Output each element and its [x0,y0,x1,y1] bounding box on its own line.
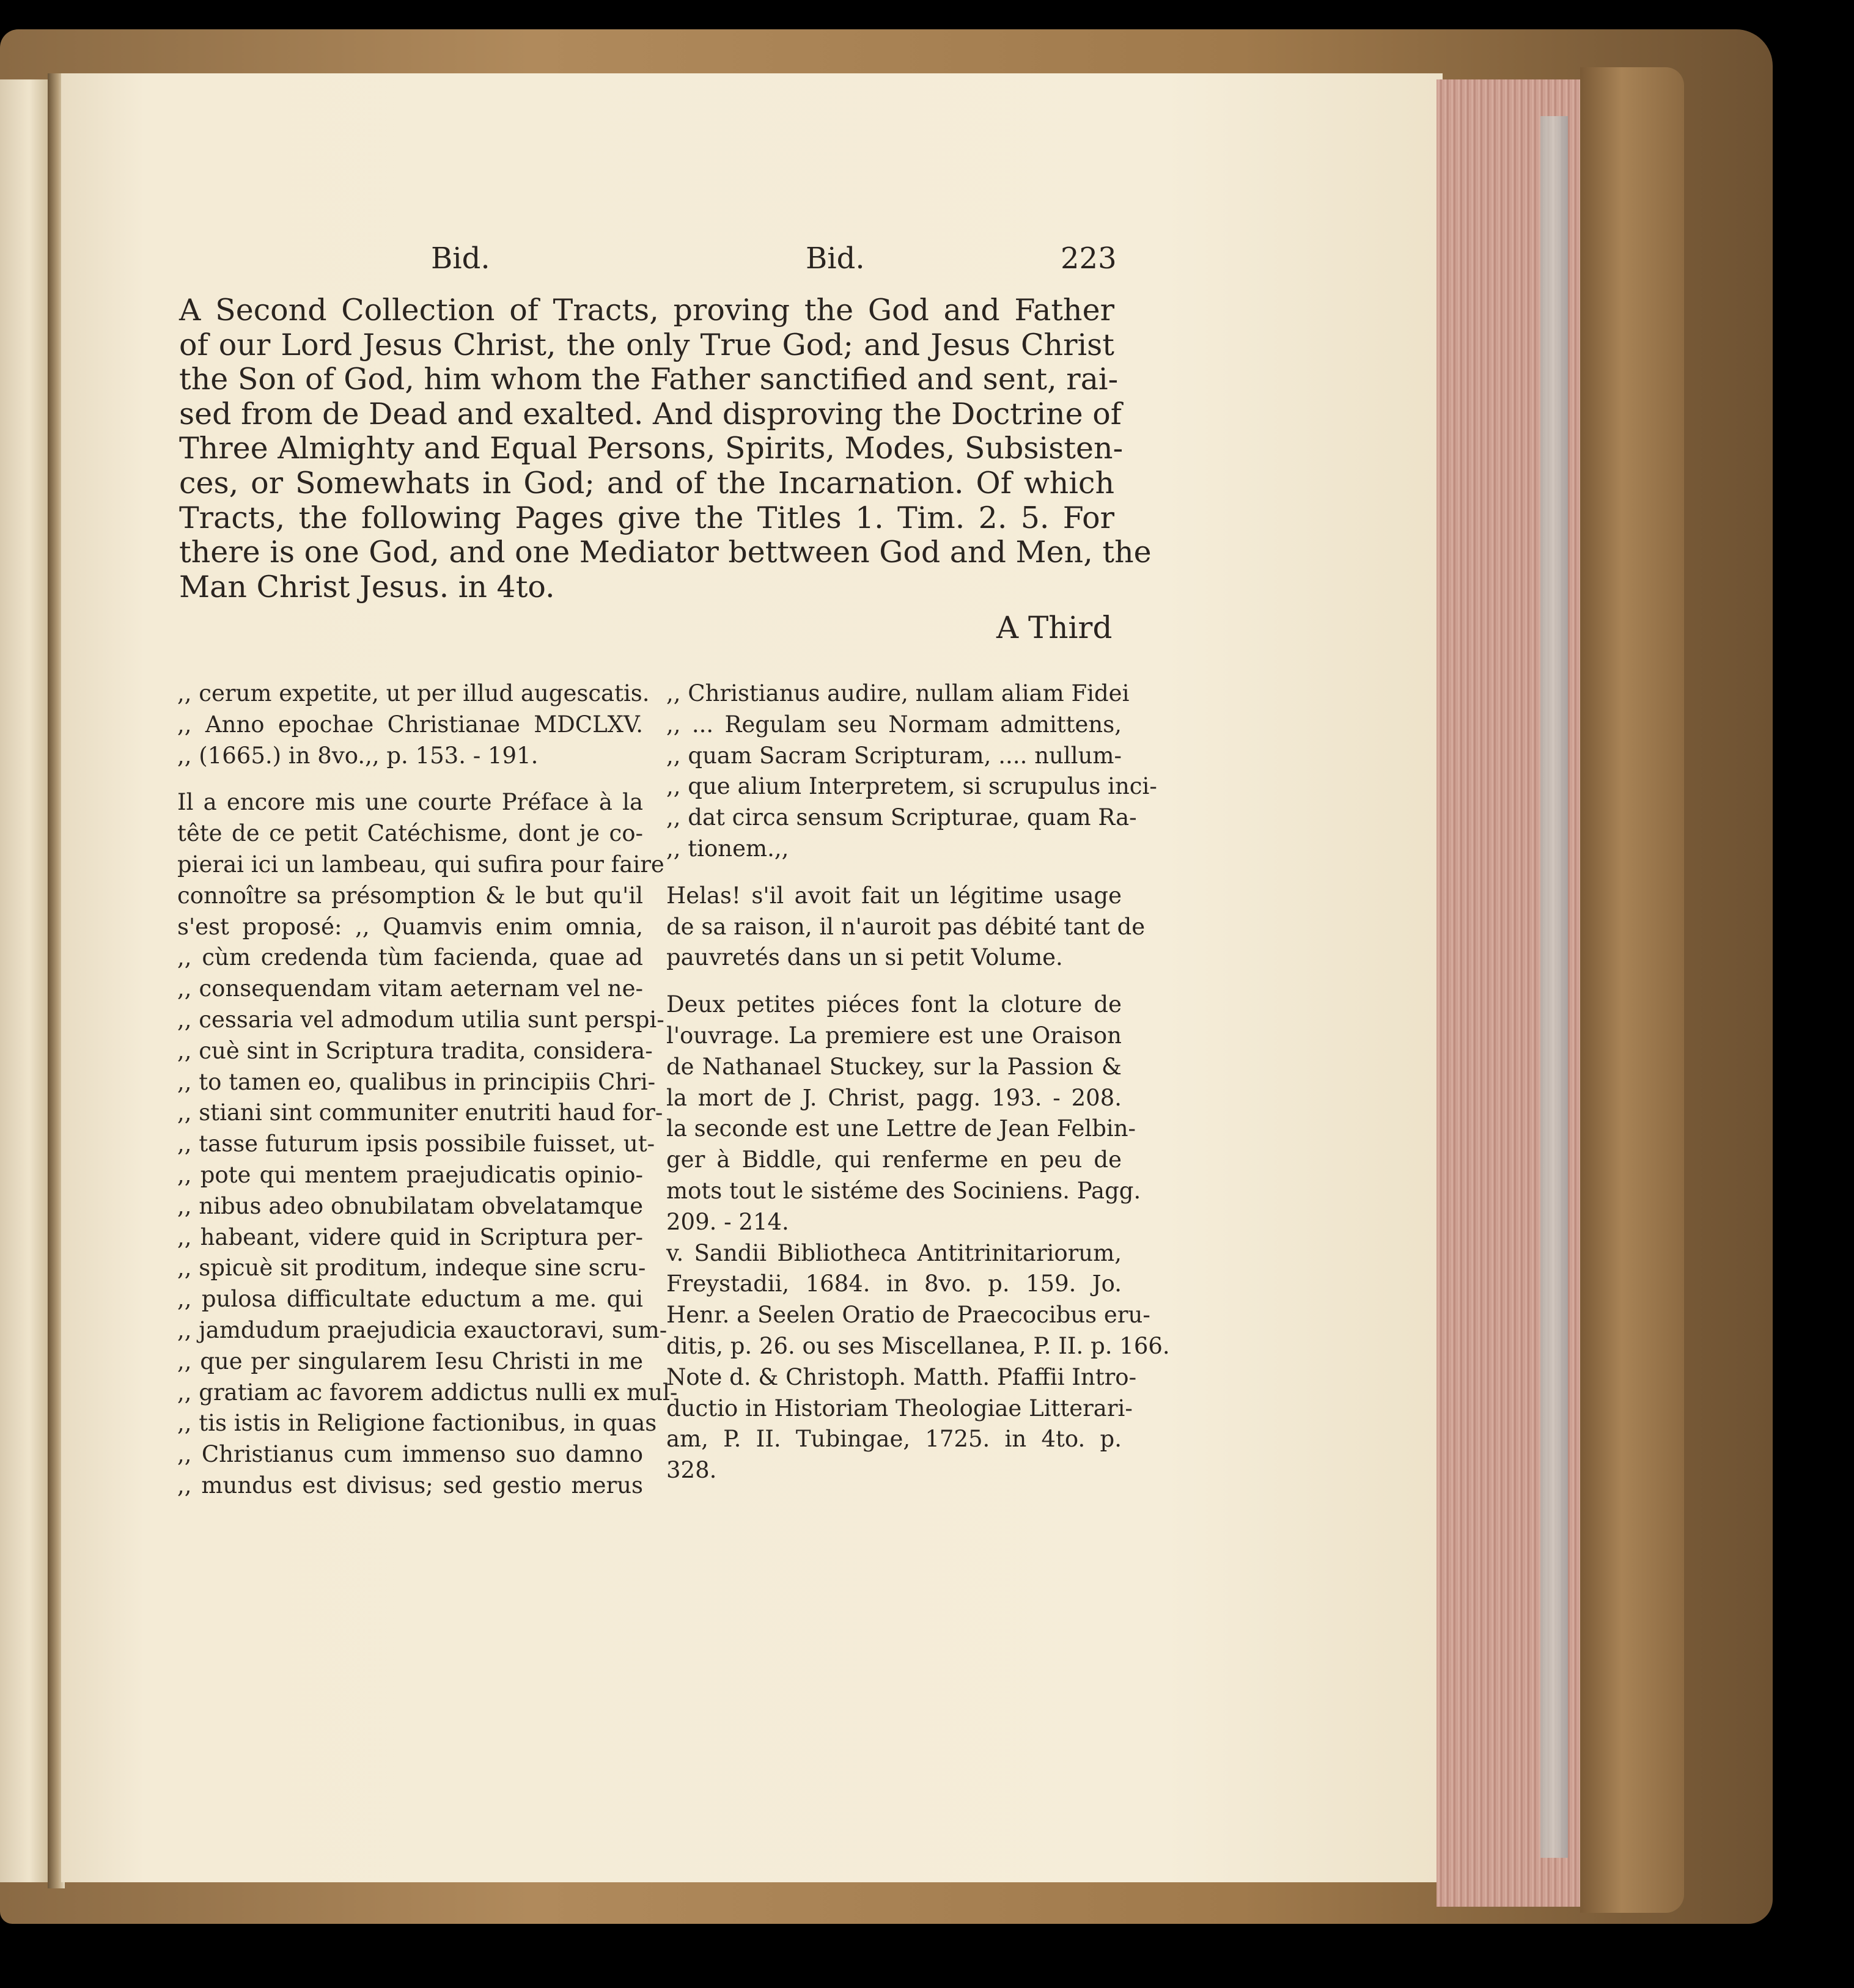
text-line: ,, gratiam ac favorem addictus nulli ex mul- [177,1379,678,1406]
text-line: la mort de J. Christ, pagg. 193. - 208. [666,1084,1122,1111]
intro-line: Three Almighty and Equal Persons, Spirits, Modes, Subsisten- [179,431,1124,466]
text-line: ,, quam Sacram Scripturam, .... nullum- [666,742,1122,769]
text-line: ,, Christianus audire, nullam aliam Fidei [666,680,1130,706]
text-line: ,, pote qui mentem praejudicatis opinio- [177,1161,643,1188]
intro-line: Man Christ Jesus. in 4to. [179,569,555,604]
text-line: 328. [666,1457,717,1484]
text-line: ductio in Historiam Theologiae Litterari- [666,1395,1133,1421]
intro-line: ces, or Somewhats in God; and of the Incarnation. Of which [179,465,1114,501]
text-line: la seconde est une Lettre de Jean Felbin- [666,1115,1136,1142]
text-line: ger à Biddle, qui renferme en peu de [666,1146,1122,1173]
text-line: ,, cuè sint in Scriptura tradita, considera- [177,1037,653,1064]
text-line: de sa raison, il n'auroit pas débité tant de [666,913,1146,940]
text-line: ,, nibus adeo obnubilatam obvelatamque [177,1192,643,1219]
intro-line: the Son of God, him whom the Father sanctified and sent, rai- [179,362,1119,397]
page-number: 223 [1061,241,1117,276]
text-line: ,, tasse futurum ipsis possibile fuisset, ut- [177,1131,655,1157]
text-line: ,, jamdudum praejudicia exauctoravi, sum- [177,1316,668,1343]
paragraph-gap [666,974,1122,989]
text-line: tête de ce petit Catéchisme, dont je co- [177,820,643,847]
text-line: de Nathanael Stuckey, sur la Passion & [666,1053,1122,1080]
text-line: ,, consequendam vitam aeternam vel ne- [177,975,643,1002]
text-line: pauvretés dans un si petit Volume. [666,944,1063,971]
text-line: ,, tis istis in Religione factionibus, in quas [177,1410,657,1437]
text-line: ,, tionem.,, [666,835,789,862]
text-line: ,, cùm credenda tùm facienda, quae ad [177,944,643,971]
text-line: Henr. a Seelen Oratio de Praecocibus eru- [666,1302,1150,1329]
text-line: pierai ici un lambeau, qui sufira pour faire [177,851,664,878]
text-line: 209. - 214. [666,1208,789,1235]
intro-line: sed from de Dead and exalted. And disproving the Doctrine of [179,396,1122,431]
text-line: v. Sandii Bibliotheca Antitrinitariorum, [666,1239,1122,1266]
cover-board-edge [1580,67,1684,1913]
left-column [177,678,678,1502]
text-line: mots tout le sistéme des Sociniens. Pagg. [666,1177,1141,1204]
text-line: am, P. II. Tubingae, 1725. in 4to. p. [666,1426,1122,1453]
running-head-left: Bid. [431,241,490,276]
text-line: ,, stiani sint communiter enutriti haud for- [177,1099,663,1126]
text-line: Note d. & Christoph. Matth. Pfaffii Intro- [666,1363,1137,1390]
right-column [666,678,1170,1486]
text-line: ,, Anno epochae Christianae MDCLXV. [177,711,643,738]
text-line: ditis, p. 26. ou ses Miscellanea, P. II. p. 166. [666,1332,1170,1359]
text-line: ,, pulosa difficultate eductum a me. qui [177,1286,643,1313]
paragraph-gap [666,865,1122,881]
intro-paragraph [179,293,1152,604]
text-line: Il a encore mis une courte Préface à la [177,789,643,816]
text-line: ,, cessaria vel admodum utilia sunt perspi- [177,1006,664,1033]
text-line: Helas! s'il avoit fait un légitime usage [666,882,1122,909]
text-line: connoître sa présomption & le but qu'il [177,882,643,909]
intro-line: there is one God, and one Mediator bettween God and Men, the [179,535,1152,570]
intro-line: Tracts, the following Pages give the Titles 1. Tim. 2. 5. For [179,500,1114,535]
text-line: l'ouvrage. La premiere est une Oraison [666,1022,1122,1049]
text-line: Deux petites piéces font la cloture de [666,991,1122,1018]
text-line: ,, (1665.) in 8vo.,, p. 153. - 191. [177,742,539,769]
text-line: ,, habeant, videre quid in Scriptura per- [177,1223,643,1250]
paragraph-gap [177,771,643,787]
text-line: ,, to tamen eo, qualibus in principiis Chri- [177,1068,656,1095]
intro-line: A Second Collection of Tracts, proving the God and Father [179,293,1114,328]
text-line: Freystadii, 1684. in 8vo. p. 159. Jo. [666,1271,1122,1297]
text-line: ,, Christianus cum immenso suo damno [177,1441,643,1468]
running-head-center: Bid. [806,241,865,276]
text-line: ,, cerum expetite, ut per illud augescatis. [177,680,650,706]
text-line: ,, mundus est divisus; sed gestio merus [177,1472,643,1498]
bookmark-strip [1540,116,1568,1858]
catchword: A Third [996,610,1113,645]
text-line: ,, que per singularem Iesu Christi in me [177,1348,643,1374]
text-line: s'est proposé: ,, Quamvis enim omnia, [177,913,643,940]
text-line: ,, spicuè sit proditum, indeque sine scru- [177,1255,646,1282]
text-line: ,, que alium Interpretem, si scrupulus inci- [666,773,1157,800]
intro-line: of our Lord Jesus Christ, the only True God; and Jesus Christ [179,327,1114,362]
text-line: ,, dat circa sensum Scripturae, quam Ra- [666,804,1137,831]
text-line: ,, ... Regulam seu Normam admittens, [666,711,1122,738]
left-page-edge [0,79,49,1882]
